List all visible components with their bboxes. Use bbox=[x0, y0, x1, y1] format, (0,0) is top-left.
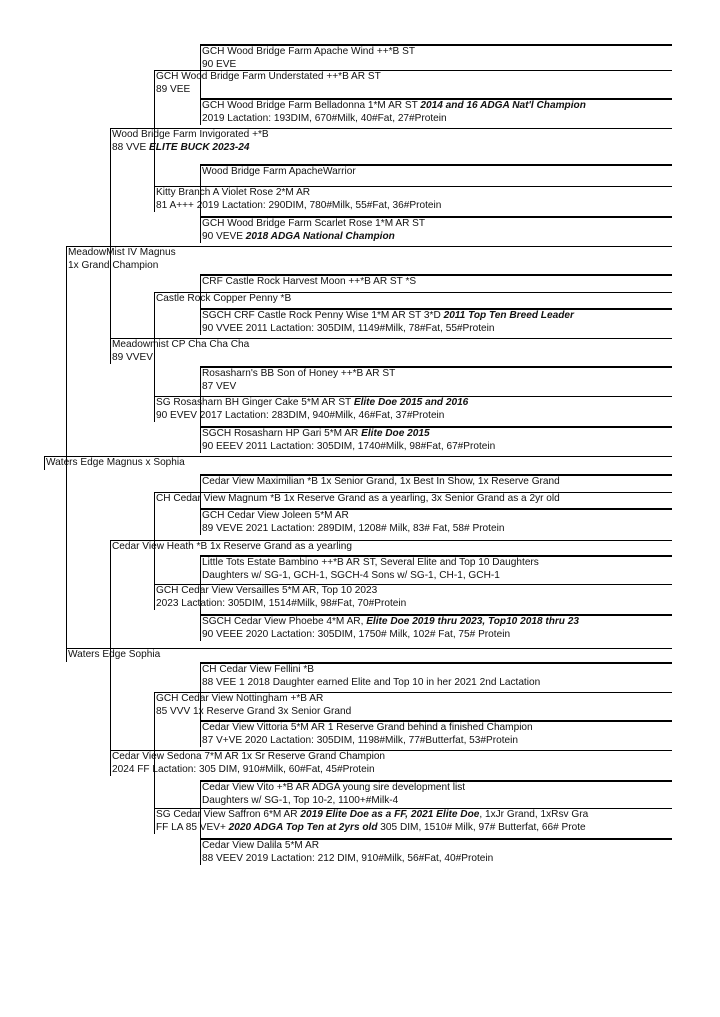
entry-text: Waters Edge Magnus x Sophia bbox=[46, 457, 185, 468]
pedigree-entry-gs16 bbox=[200, 838, 672, 865]
entry-text: SGCH CRF Castle Rock Penny Wise 1*M AR ST 3*D bbox=[202, 310, 444, 321]
pedigree-entry-gs1 bbox=[200, 44, 672, 71]
entry-line bbox=[202, 113, 672, 126]
entry-line bbox=[112, 352, 672, 365]
entry-text: SG Cedar View Saffron 6*M AR bbox=[156, 809, 301, 820]
entry-line bbox=[202, 441, 672, 454]
entry-text: MeadowMist IV Magnus bbox=[68, 247, 176, 258]
entry-text: Daughters w/ SG-1, Top 10-2, 1100+#Milk-4 bbox=[202, 794, 399, 806]
entry-line bbox=[202, 840, 672, 853]
entry-text: 90 VVEE 2011 Lactation: 305DIM, 1149#Milk, 78#Fat, 55#Protein bbox=[202, 322, 495, 334]
pedigree-entry-gp8 bbox=[154, 808, 672, 834]
entry-text: 88 VEEV 2019 Lactation: 212 DIM, 910#Milk, 56#Fat, 40#Protein bbox=[202, 852, 494, 864]
pedigree-entry-p4 bbox=[110, 750, 672, 776]
pedigree-entry-gs4 bbox=[200, 216, 672, 243]
award-text: Elite Doe 2019 thru 2023, Top10 2018 thru 23 bbox=[366, 616, 580, 627]
entry-line bbox=[112, 339, 672, 352]
award-text: 2019 Elite Doe as a FF, 2021 Elite Doe bbox=[300, 809, 480, 820]
pedigree-entry-gs8 bbox=[200, 426, 672, 453]
pedigree-entry-gp7 bbox=[154, 692, 672, 718]
entry-text: CH Cedar View Magnum *B 1x Reserve Grand as a yearling, 3x Senior Grand as a 2yr old bbox=[156, 493, 560, 504]
entry-line bbox=[156, 200, 672, 213]
entry-text: GCH Cedar View Versailles 5*M AR, Top 10 2023 bbox=[156, 585, 378, 596]
pedigree-entry-gs15 bbox=[200, 780, 672, 807]
entry-line bbox=[112, 541, 672, 554]
pedigree-connector bbox=[200, 274, 201, 308]
entry-line bbox=[156, 71, 672, 84]
entry-line bbox=[156, 822, 672, 835]
entry-line bbox=[156, 397, 672, 410]
entry-line bbox=[202, 629, 672, 642]
pedigree-connector bbox=[200, 44, 201, 98]
pedigree-entry-gp2 bbox=[154, 186, 672, 212]
entry-line bbox=[202, 218, 672, 231]
entry-line bbox=[156, 493, 672, 506]
entry-line bbox=[202, 276, 672, 289]
award-text: ELITE BUCK 2023-24 bbox=[149, 141, 250, 153]
pedigree-entry-gs14 bbox=[200, 720, 672, 747]
entry-line bbox=[202, 323, 672, 336]
pedigree-entry-gp6 bbox=[154, 584, 672, 610]
pedigree-entry-gs5 bbox=[200, 274, 672, 289]
pedigree-entry-subj bbox=[44, 456, 672, 470]
entry-text: Daughters w/ SG-1, GCH-1, SGCH-4 Sons w/ SG-1, CH-1, GCH-1 bbox=[202, 569, 500, 581]
entry-line bbox=[202, 677, 672, 690]
pedigree-connector bbox=[110, 540, 111, 750]
entry-text: , 1xJr Grand, 1xRsv Gra bbox=[479, 809, 589, 820]
entry-line bbox=[202, 476, 672, 489]
entry-text: Wood Bridge Farm ApacheWarrior bbox=[202, 166, 356, 177]
pedigree-connector bbox=[66, 246, 67, 648]
entry-text: 90 EVE bbox=[202, 58, 237, 70]
entry-line bbox=[68, 247, 672, 260]
entry-text: 89 VEE bbox=[156, 83, 191, 95]
pedigree-entry-gs12 bbox=[200, 614, 672, 641]
award-text: 2020 ADGA Top Ten at 2yrs old bbox=[228, 821, 378, 833]
entry-line bbox=[202, 428, 672, 441]
pedigree-connector bbox=[154, 292, 155, 396]
pedigree-entry-gs10 bbox=[200, 508, 672, 535]
award-text: 2018 ADGA National Champion bbox=[245, 230, 395, 242]
entry-line bbox=[112, 751, 672, 764]
pedigree-entry-sire bbox=[66, 246, 672, 272]
entry-text: 81 A+++ 2019 Lactation: 290DIM, 780#Milk, 55#Fat, 36#Protein bbox=[156, 199, 442, 211]
entry-text: Waters Edge Sophia bbox=[68, 649, 161, 660]
entry-line bbox=[202, 722, 672, 735]
entry-line bbox=[46, 457, 672, 470]
entry-text: 2023 Lactation: 305DIM, 1514#Milk, 98#Fat, 70#Protein bbox=[156, 597, 407, 609]
entry-line bbox=[112, 764, 672, 777]
entry-line bbox=[202, 664, 672, 677]
entry-line bbox=[68, 649, 672, 662]
entry-line bbox=[202, 735, 672, 748]
entry-line bbox=[202, 46, 672, 59]
entry-text: GCH Wood Bridge Farm Belladonna 1*M AR ST bbox=[202, 100, 421, 111]
pedigree-entry-gs9 bbox=[200, 474, 672, 489]
entry-line bbox=[112, 129, 672, 142]
pedigree-connector bbox=[200, 366, 201, 426]
entry-text: Cedar View Dalila 5*M AR bbox=[202, 840, 320, 851]
entry-line bbox=[202, 381, 672, 394]
entry-line bbox=[156, 706, 672, 719]
entry-line bbox=[156, 410, 672, 423]
entry-text: 88 VVE bbox=[112, 141, 150, 153]
entry-text: Cedar View Sedona 7*M AR 1x Sr Reserve Grand Champion bbox=[112, 751, 386, 762]
pedigree-connector bbox=[110, 128, 111, 338]
entry-line bbox=[202, 795, 672, 808]
pedigree-entry-gs3 bbox=[200, 164, 672, 179]
pedigree-entry-gs6 bbox=[200, 308, 672, 335]
entry-line bbox=[202, 523, 672, 536]
pedigree-entry-gs7 bbox=[200, 366, 672, 393]
entry-line bbox=[156, 84, 672, 97]
pedigree-connector bbox=[200, 662, 201, 720]
pedigree-connector bbox=[200, 555, 201, 614]
pedigree-entry-gp5 bbox=[154, 492, 672, 506]
entry-line bbox=[112, 142, 672, 155]
pedigree-entry-p1 bbox=[110, 128, 672, 154]
pedigree-entry-gp3 bbox=[154, 292, 672, 306]
entry-text: Kitty Branch A Violet Rose 2*M AR bbox=[156, 187, 311, 198]
entry-text: 89 VVEV bbox=[112, 351, 153, 363]
entry-text: 89 VEVE 2021 Lactation: 289DIM, 1208# Milk, 83# Fat, 58# Protein bbox=[202, 522, 505, 534]
entry-line bbox=[202, 100, 672, 113]
entry-text: SGCH Rosasharn HP Gari 5*M AR bbox=[202, 428, 362, 439]
entry-line bbox=[202, 231, 672, 244]
entry-text: 2024 FF Lactation: 305 DIM, 910#Milk, 60#Fat, 45#Protein bbox=[112, 763, 375, 775]
entry-text: Meadowmist CP Cha Cha Cha bbox=[112, 339, 250, 350]
pedigree-entry-gs13 bbox=[200, 662, 672, 689]
entry-text: Cedar View Maximilian *B 1x Senior Grand, 1x Best In Show, 1x Reserve Grand bbox=[202, 476, 560, 487]
entry-line bbox=[202, 782, 672, 795]
pedigree-connector bbox=[154, 70, 155, 186]
award-text: 2011 Top Ten Breed Leader bbox=[443, 310, 574, 321]
entry-text: GCH Wood Bridge Farm Understated ++*B AR ST bbox=[156, 71, 381, 82]
entry-line bbox=[202, 368, 672, 381]
entry-line bbox=[156, 187, 672, 200]
entry-text: FF LA 85 VEV+ bbox=[156, 821, 229, 833]
pedigree-entry-gp4 bbox=[154, 396, 672, 422]
entry-text: CRF Castle Rock Harvest Moon ++*B AR ST *S bbox=[202, 276, 417, 287]
entry-text: 2019 Lactation: 193DIM, 670#Milk, 40#Fat, 27#Protein bbox=[202, 112, 447, 124]
entry-line bbox=[156, 809, 672, 822]
pedigree-connector bbox=[200, 164, 201, 216]
entry-line bbox=[156, 585, 672, 598]
entry-text: Castle Rock Copper Penny *B bbox=[156, 293, 292, 304]
entry-text: Cedar View Heath *B 1x Reserve Grand as a yearling bbox=[112, 541, 352, 552]
entry-text: SG Rosasharn BH Ginger Cake 5*M AR ST bbox=[156, 397, 354, 408]
entry-text: GCH Cedar View Nottingham +*B AR bbox=[156, 693, 324, 704]
pedigree-entry-p2 bbox=[110, 338, 672, 364]
entry-line bbox=[68, 260, 672, 273]
entry-text: Cedar View Vittoria 5*M AR 1 Reserve Grand behind a finished Champion bbox=[202, 722, 533, 733]
entry-text: Cedar View Vito +*B AR ADGA young sire development list bbox=[202, 782, 466, 793]
entry-line bbox=[202, 853, 672, 866]
pedigree-connector bbox=[200, 780, 201, 838]
entry-text: 305 DIM, 1510# Milk, 97# Butterfat, 66# Prote bbox=[377, 821, 586, 833]
entry-text: 88 VEE 1 2018 Daughter earned Elite and Top 10 in her 2021 2nd Lactation bbox=[202, 676, 541, 688]
entry-text: 90 EEEV 2011 Lactation: 305DIM, 1740#Milk, 98#Fat, 67#Protein bbox=[202, 440, 496, 452]
pedigree-entry-gp1 bbox=[154, 70, 672, 96]
entry-text: 87 VEV bbox=[202, 380, 237, 392]
entry-line bbox=[202, 616, 672, 629]
pedigree-connector bbox=[154, 492, 155, 584]
entry-text: 87 V+VE 2020 Lactation: 305DIM, 1198#Milk, 77#Butterfat, 53#Protein bbox=[202, 734, 519, 746]
entry-line bbox=[156, 598, 672, 611]
entry-text: Wood Bridge Farm Invigorated +*B bbox=[112, 129, 269, 140]
entry-text: GCH Wood Bridge Farm Scarlet Rose 1*M AR ST bbox=[202, 218, 426, 229]
entry-text: GCH Cedar View Joleen 5*M AR bbox=[202, 510, 349, 521]
pedigree-entry-dam bbox=[66, 648, 672, 662]
entry-line bbox=[156, 293, 672, 306]
pedigree-connector bbox=[200, 474, 201, 508]
pedigree-entry-gs2 bbox=[200, 98, 672, 125]
entry-text: CH Cedar View Fellini *B bbox=[202, 664, 315, 675]
entry-text: SGCH Cedar View Phoebe 4*M AR, bbox=[202, 616, 367, 627]
pedigree-connector bbox=[154, 692, 155, 808]
award-text: Elite Doe 2015 bbox=[361, 428, 430, 439]
entry-line bbox=[202, 510, 672, 523]
award-text: 2014 and 16 ADGA Nat'l Champion bbox=[420, 100, 586, 111]
entry-line bbox=[202, 570, 672, 583]
entry-line bbox=[202, 557, 672, 570]
entry-text: 1x Grand Champion bbox=[68, 259, 159, 271]
entry-text: 90 EVEV 2017 Lactation: 283DIM, 940#Milk, 46#Fat, 37#Protein bbox=[156, 409, 445, 421]
entry-text: 85 VVV 1x Reserve Grand 3x Senior Grand bbox=[156, 705, 352, 717]
entry-line bbox=[156, 693, 672, 706]
entry-text: 90 VEEE 2020 Lactation: 305DIM, 1750# Milk, 102# Fat, 75# Protein bbox=[202, 628, 511, 640]
entry-text: Rosasharn's BB Son of Honey ++*B AR ST bbox=[202, 368, 396, 379]
award-text: Elite Doe 2015 and 2016 bbox=[353, 397, 469, 408]
entry-text: GCH Wood Bridge Farm Apache Wind ++*B ST bbox=[202, 46, 415, 57]
entry-text: Little Tots Estate Bambino ++*B AR ST, Several Elite and Top 10 Daughters bbox=[202, 557, 539, 568]
entry-line bbox=[202, 310, 672, 323]
pedigree-entry-p3 bbox=[110, 540, 672, 554]
entry-text: 90 VEVE bbox=[202, 230, 246, 242]
pedigree-entry-gs11 bbox=[200, 555, 672, 582]
entry-line bbox=[202, 166, 672, 179]
